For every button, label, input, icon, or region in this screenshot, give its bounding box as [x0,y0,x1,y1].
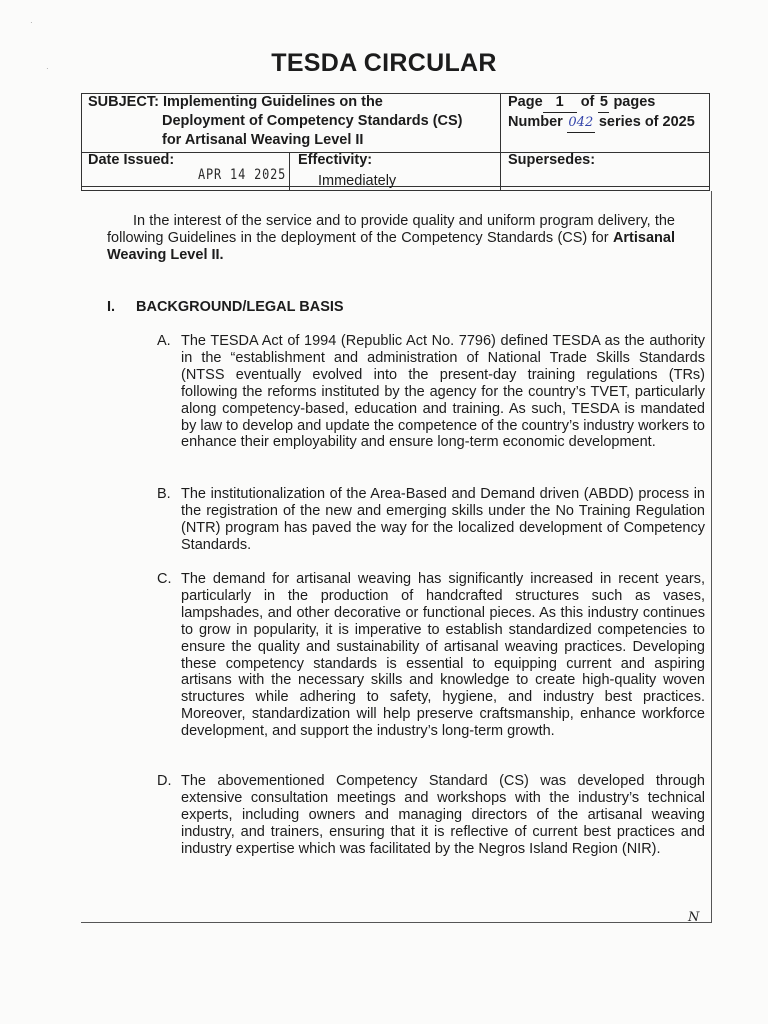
scan-speck: · [30,18,33,27]
page-current: 1 [543,93,577,113]
handwritten-number: 042 [567,113,595,133]
effectivity-value: Immediately [318,173,397,189]
section-heading: I. BACKGROUND/LEGAL BASIS [107,299,344,315]
subject-label: SUBJECT: [88,94,159,110]
handwritten-initials: N [688,910,700,925]
supersedes-label: Supersedes: [508,152,596,168]
page-title: TESDA CIRCULAR [271,49,497,77]
list-item: A. The TESDA Act of 1994 (Republic Act No. 7796) defined TESDA as the authority in the “establishment and administration of National Trade Skills Standards (NTSS eventually evolved into the present-day training regulations (TRs) following the reforms instituted by the agency for the country’s TVET, particularly along competency-based, education and training. As such, TESDA is mandated by law to develop and update the competence of the country’s industry workers to enhance their employability and ensure long-term economic development. [157,333,705,451]
subject-line-3: for Artisanal Weaving Level II [162,132,364,148]
intro-paragraph: In the interest of the service and to provide quality and uniform program delivery, the following Guidelines in the deployment of the Competency Standards (CS) for Artisanal Weaving Level II. [107,213,675,263]
intro-qualification: Artisanal Weaving Level II. [107,229,675,263]
effectivity-label: Effectivity: [298,152,373,168]
list-item: B. The institutionalization of the Area-Based and Demand driven (ABDD) process in the registration of the new and emerging skills under the No Training Regulation (NTR) program has paved the way for the localized development of Competency Standards. [157,486,705,553]
subject-cell [88,93,383,112]
list-item: D. The abovementioned Competency Standard (CS) was developed through extensive consultation meetings and workshops with the industry’s technical experts, including owners and managing directors of the artisanal weaving industry, and trainers, ensuring that it is reflective of current best practices and industry expertise which was facilitated by the Negros Island Region (NIR). [157,773,705,857]
page-count: Page 1 of 5 pages [508,93,655,113]
circular-number: Number 042 series of 2025 [508,113,695,133]
subject-line-1: Implementing Guidelines on the [162,94,383,110]
page-total: 5 [598,93,609,113]
subject-line-2: Deployment of Competency Standards (CS) [162,113,463,129]
scan-speck: · [46,64,49,73]
list-item: C. The demand for artisanal weaving has significantly increased in recent years, particularly in the production of handcrafted structures such as vases, lampshades, and other decorative or functional pieces. As this industry continues to grow in popularity, it is imperative to establish standardized competencies to ensure the quality and sustainability of artisanal weaving practices. Developing these competency standards is essential to equipping current and aspiring artisans with the necessary skills and knowledge to create high-quality woven structures while adhering to safety, hygiene, and industry best practices. Moreover, standardization will help preserve craftsmanship, enhance workforce development, and support the industry’s long-term growth. [157,571,705,740]
date-issued-stamp: APR 14 2025 [198,167,287,183]
date-issued-label: Date Issued: [88,152,175,168]
